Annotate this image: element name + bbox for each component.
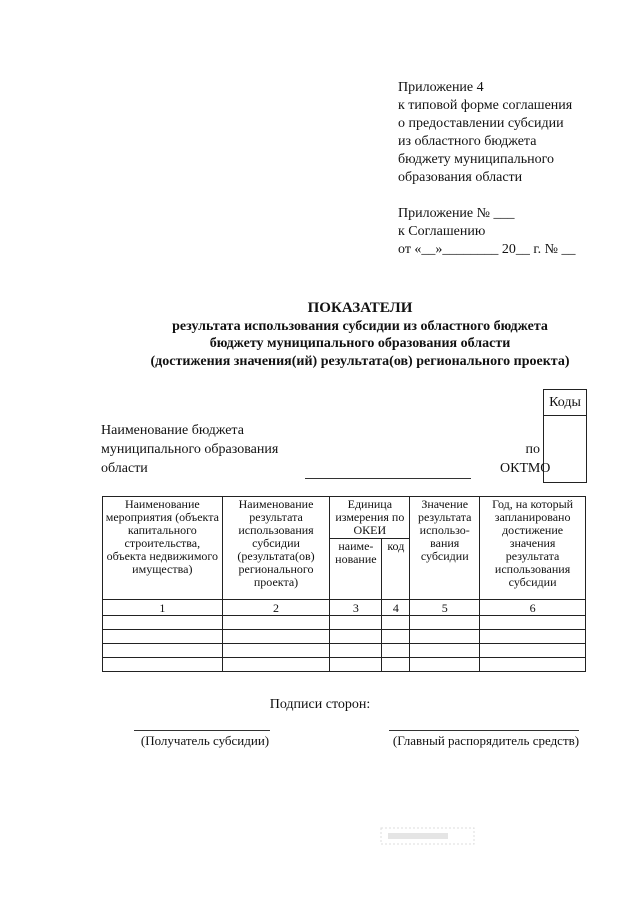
column-number: 4 [382, 600, 410, 616]
recipient-signature-line[interactable] [134, 730, 270, 731]
oktmo-label [500, 440, 551, 478]
table-row [103, 616, 586, 630]
appendix-line: бюджету муниципального [398, 152, 555, 167]
header-cell-unit: Единица измерения по ОКЕИ [330, 497, 410, 539]
table-cell[interactable] [103, 658, 223, 672]
po-label: по [525, 442, 540, 457]
budget-name-label [101, 421, 278, 478]
appendix-line: к типовой форме соглашения [398, 98, 573, 113]
column-number: 1 [103, 600, 223, 616]
table-cell[interactable] [222, 630, 330, 644]
faint-stamp-mark [380, 825, 475, 847]
administrator-caption: (Главный распорядитель средств) [392, 733, 580, 748]
table-cell[interactable] [222, 616, 330, 630]
document-title [100, 300, 620, 370]
table-cell[interactable] [103, 616, 223, 630]
agreement-line: Приложение № ___ [398, 206, 515, 221]
title-line: (достижения значения(ий) результата(ов) регионального проекта) [150, 353, 570, 369]
table-cell[interactable] [480, 630, 586, 644]
table-cell[interactable] [103, 630, 223, 644]
header-cell-event: Наименование мероприятия (объекта капитального строительства, объекта недвижимого имущества) [103, 497, 223, 600]
table-cell[interactable] [382, 658, 410, 672]
recipient-caption: (Получатель субсидии) [140, 733, 270, 748]
table-cell[interactable] [410, 658, 480, 672]
signatures-title: Подписи сторон: [269, 697, 371, 712]
table-cell[interactable] [330, 630, 382, 644]
budget-label-line: Наименование бюджета [101, 423, 244, 438]
codes-header: Коды [544, 390, 586, 416]
table-row [103, 658, 586, 672]
table-cell[interactable] [382, 616, 410, 630]
budget-label-line: муниципального образования [101, 442, 279, 457]
table-cell[interactable] [222, 644, 330, 658]
administrator-signature-line[interactable] [389, 730, 579, 731]
table-cell[interactable] [480, 644, 586, 658]
column-number: 5 [410, 600, 480, 616]
appendix-line: из областного бюджета [398, 134, 537, 149]
table-cell[interactable] [330, 658, 382, 672]
column-number: 3 [330, 600, 382, 616]
table-cell[interactable] [410, 616, 480, 630]
table-row [103, 644, 586, 658]
header-cell-year: Год, на который запланировано достижение значения результата использования субсидии [480, 497, 586, 600]
oktmo-code-label: ОКТМО [500, 461, 551, 476]
table-header-row [103, 497, 586, 539]
column-number-row [103, 600, 586, 616]
title-line: бюджету муниципального образования области [209, 336, 511, 351]
table-row [103, 630, 586, 644]
title-main: ПОКАЗАТЕЛИ [307, 300, 413, 316]
table-cell[interactable] [103, 644, 223, 658]
column-number: 2 [222, 600, 330, 616]
table-cell[interactable] [222, 658, 330, 672]
header-cell-unit-code: код [382, 539, 410, 600]
header-cell-value: Значение результата использо-вания субсидии [410, 497, 480, 600]
appendix-line: о предоставлении субсидии [398, 116, 564, 131]
title-line: результата использования субсидии из областного бюджета [172, 318, 548, 334]
budget-label-line: области [101, 461, 148, 476]
table-cell[interactable] [480, 616, 586, 630]
table-cell[interactable] [382, 644, 410, 658]
column-number: 6 [480, 600, 586, 616]
indicators-table [102, 496, 586, 672]
agreement-line: к Соглашению [398, 224, 486, 239]
table-cell[interactable] [330, 616, 382, 630]
table-cell[interactable] [330, 644, 382, 658]
table-cell[interactable] [480, 658, 586, 672]
header-cell-unit-name: наиме-нование [330, 539, 382, 600]
table-cell[interactable] [382, 630, 410, 644]
table-cell[interactable] [410, 630, 480, 644]
appendix-header [398, 79, 575, 259]
spacer [398, 187, 575, 205]
agreement-line: от «__»________ 20__ г. № __ [398, 242, 576, 257]
appendix-line: Приложение 4 [398, 80, 484, 95]
appendix-line: образования области [398, 170, 523, 185]
header-cell-result: Наименование результата использования субсидии (результата(ов) регионального проекта) [222, 497, 330, 600]
table-cell[interactable] [410, 644, 480, 658]
budget-name-fill-line [305, 478, 471, 479]
